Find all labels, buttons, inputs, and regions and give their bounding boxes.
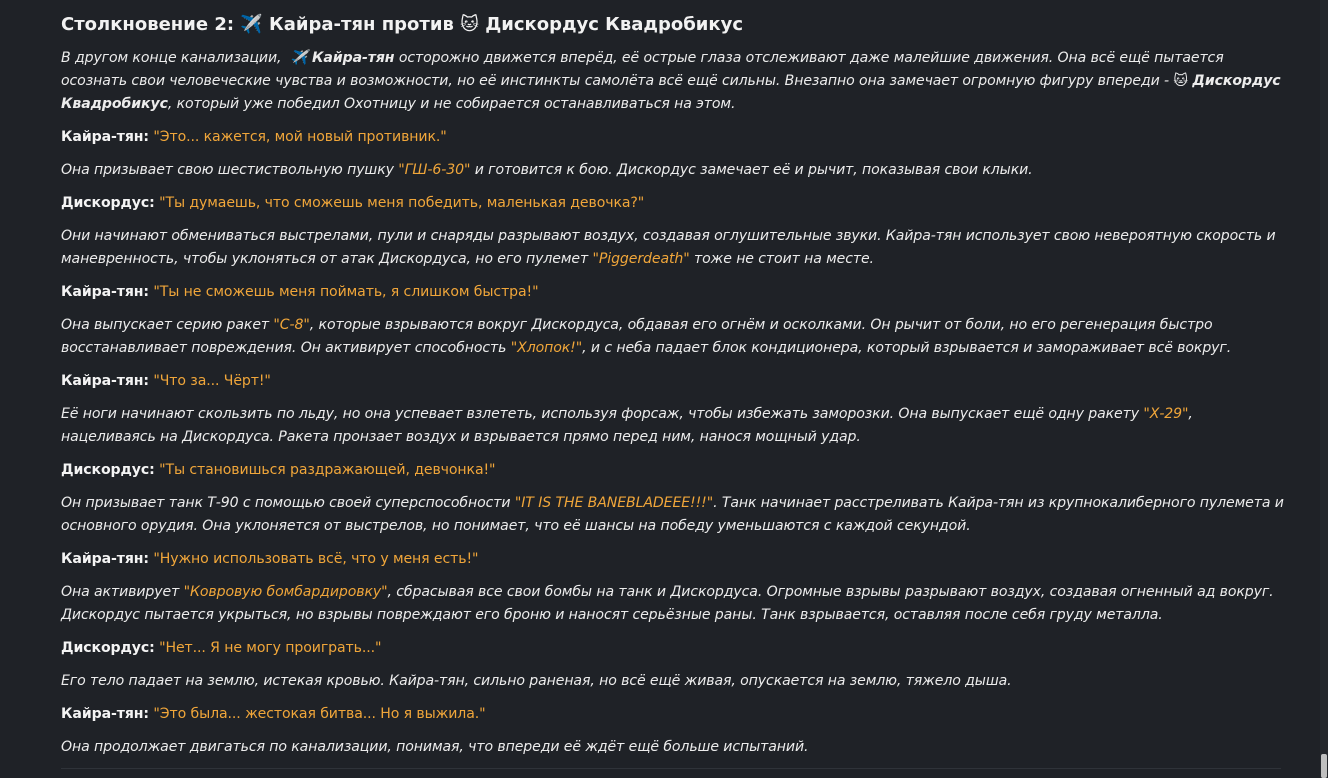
highlight: "IT IS THE BANEBLADEEE!!!"	[514, 495, 714, 511]
quote: "Нужно использовать всё, что у меня есть!"	[153, 551, 479, 567]
highlight: "С-8"	[273, 317, 310, 333]
dialogue-line	[61, 192, 1286, 215]
scrollbar-thumb[interactable]	[1321, 754, 1327, 778]
speaker: Кайра-тян:	[61, 551, 149, 567]
highlight: "Piggerdeath"	[592, 251, 690, 267]
narration-paragraph: Она активирует "Ковровую бомбардировку", сбрасывая все свои бомбы на танк и Дискордуса. Огромные взрывы разрывают воздух, создавая огненный ад вокруг. Дискордус пытается укрыться, но взрывы повреждают его броню и наносят серьёзные раны. Танк взрывается, оставляя после себя груду металла.	[61, 584, 1274, 623]
quote: "Ты думаешь, что сможешь меня победить, маленькая девочка?"	[159, 195, 645, 211]
narration-paragraph: Он призывает танк Т-90 с помощью своей суперспособности "IT IS THE BANEBLADEEE!!!". Танк начинает расстреливать Кайра-тян из крупнокалиберного пулемета и основного орудия. Она уклоняется от выстрелов, но понимает, что её шансы на победу уменьшаются с каждой секундой.	[61, 495, 1284, 534]
narration-paragraph: Его тело падает на землю, истекая кровью. Кайра-тян, сильно раненая, но всё ещё живая, опускается на землю, тяжело дыша.	[61, 673, 1012, 689]
quote: "Это... кажется, мой новый противник."	[153, 129, 447, 145]
highlight: "Хлопок!"	[510, 340, 583, 356]
cat-icon: 🐱	[460, 14, 479, 35]
title-fighter1: Кайра-тян	[269, 14, 376, 35]
highlight: "Х-29"	[1143, 406, 1189, 422]
quote: "Ты не сможешь меня поймать, я слишком быстра!"	[153, 284, 539, 300]
narration-paragraph: Её ноги начинают скользить по льду, но она успевает взлететь, используя форсаж, чтобы избежать заморозки. Она выпускает ещё одну ракету "Х-29", нацеливаясь на Дискордуса. Ракета пронзает воздух и взрывается прямо перед ним, нанося мощный удар.	[61, 406, 1193, 445]
dialogue-line	[61, 370, 1286, 393]
scrollbar[interactable]	[1320, 0, 1328, 778]
title-versus: против	[381, 14, 454, 35]
title-prefix: Столкновение 2:	[61, 14, 235, 35]
dialogue-line	[61, 548, 1286, 571]
cat-icon: 🐱	[1173, 73, 1189, 89]
speaker: Кайра-тян:	[61, 706, 149, 722]
encounter-title	[61, 12, 1286, 38]
title-fighter2: Дискордус Квадробикус	[485, 14, 744, 35]
dialogue-line	[61, 703, 1286, 726]
divider	[61, 768, 1281, 769]
dialogue-line	[61, 637, 1286, 660]
quote: "Что за... Чёрт!"	[153, 373, 271, 389]
highlight: "ГШ-6-30"	[398, 162, 471, 178]
intro-paragraph: В другом конце канализации, ✈️ Кайра-тян осторожно движется вперёд, её острые глаза отслеживают даже малейшие движения. Она всё ещё пытается осознать свои человеческие чувства и возможности, но её инстинкты самолёта всё ещё сильны. Внезапно она замечает огромную фигуру впереди - 🐱 Дискордус Квадробикус, который уже победил Охотницу и не собирается останавливаться на этом.	[61, 50, 1281, 112]
narration-paragraph: Они начинают обмениваться выстрелами, пули и снаряды разрывают воздух, создавая оглушительные звуки. Кайра-тян использует свою невероятную скорость и маневренность, чтобы уклоняться от атак Дискордуса, но его пулемет "Piggerdeath" тоже не стоит на месте.	[61, 228, 1276, 267]
narration-paragraph: Она выпускает серию ракет "С-8", которые взрываются вокруг Дискордуса, обдавая его огнём и осколками. Он рычит от боли, но его регенерация быстро восстанавливает повреждения. Он активирует способность "Хлопок!", и с неба падает блок кондиционера, который взрывается и замораживает всё вокруг.	[61, 317, 1232, 356]
speaker: Кайра-тян:	[61, 284, 149, 300]
dialogue-line	[61, 281, 1286, 304]
quote: "Это была... жестокая битва... Но я выжила."	[153, 706, 486, 722]
dialogue-line	[61, 459, 1286, 482]
dialogue-line	[61, 126, 1286, 149]
narration-paragraph: Она продолжает двигаться по канализации, понимая, что впереди её ждёт ещё больше испытаний.	[61, 739, 809, 755]
speaker: Кайра-тян:	[61, 373, 149, 389]
airplane-icon: ✈️	[240, 14, 263, 35]
speaker: Дискордус:	[61, 195, 155, 211]
narration-paragraph: Она призывает свою шестиствольную пушку "ГШ-6-30" и готовится к бою. Дискордус замечает её и рычит, показывая свои клыки.	[61, 162, 1033, 178]
story-message	[61, 12, 1286, 769]
highlight: "Ковровую бомбардировку"	[183, 584, 388, 600]
speaker: Кайра-тян:	[61, 129, 149, 145]
speaker: Дискордус:	[61, 462, 155, 478]
speaker: Дискордус:	[61, 640, 155, 656]
quote: "Ты становишься раздражающей, девчонка!"	[159, 462, 496, 478]
quote: "Нет... Я не могу проиграть..."	[159, 640, 382, 656]
airplane-icon: ✈️	[290, 50, 308, 66]
